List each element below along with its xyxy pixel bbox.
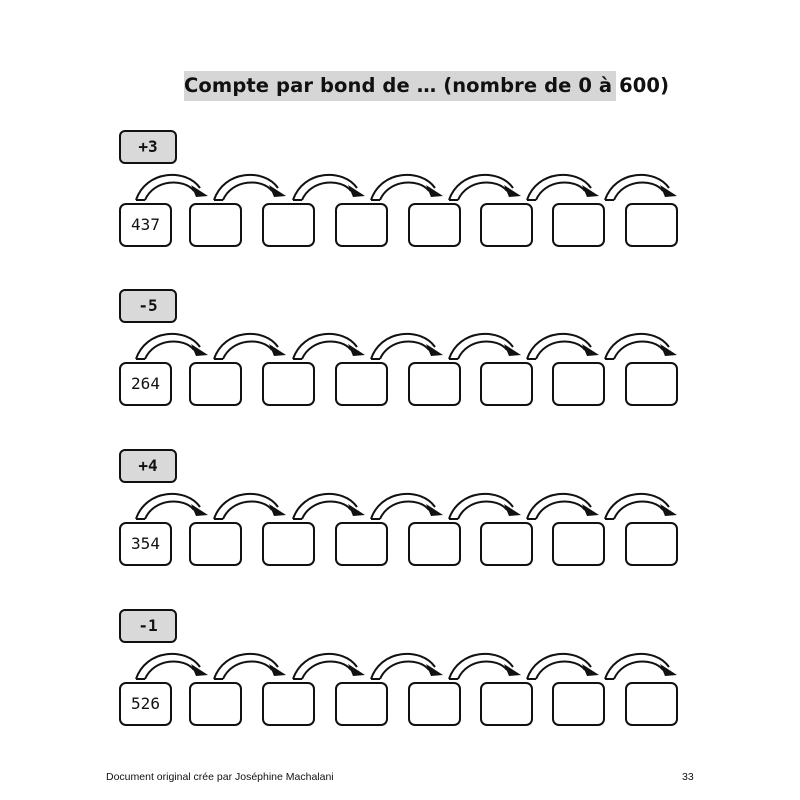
answer-box[interactable]: [408, 362, 461, 406]
curved-arrow-icon: [212, 489, 288, 520]
curved-arrow-icon: [447, 170, 523, 201]
answer-box[interactable]: [408, 682, 461, 726]
curved-arrow-icon: [369, 649, 445, 680]
answer-box[interactable]: [335, 203, 388, 247]
answer-box[interactable]: [625, 522, 678, 566]
step-label: -5: [119, 289, 177, 323]
curved-arrow-icon: [291, 329, 367, 360]
answer-box[interactable]: [262, 362, 315, 406]
page-number: 33: [682, 771, 694, 783]
answer-box[interactable]: [552, 362, 605, 406]
curved-arrow-icon: [603, 649, 679, 680]
step-label: +4: [119, 449, 177, 483]
answer-box[interactable]: [335, 522, 388, 566]
curved-arrow-icon: [369, 489, 445, 520]
answer-box[interactable]: [189, 682, 242, 726]
curved-arrow-icon: [447, 649, 523, 680]
curved-arrow-icon: [212, 329, 288, 360]
curved-arrow-icon: [603, 489, 679, 520]
curved-arrow-icon: [369, 170, 445, 201]
answer-box[interactable]: [480, 522, 533, 566]
curved-arrow-icon: [134, 649, 210, 680]
start-number-box: 264: [119, 362, 172, 406]
curved-arrow-icon: [525, 329, 601, 360]
answer-box[interactable]: [480, 362, 533, 406]
step-label: +3: [119, 130, 177, 164]
answer-box[interactable]: [480, 203, 533, 247]
answer-box[interactable]: [480, 682, 533, 726]
answer-box[interactable]: [552, 203, 605, 247]
start-number-box: 437: [119, 203, 172, 247]
answer-box[interactable]: [552, 522, 605, 566]
curved-arrow-icon: [212, 649, 288, 680]
answer-box[interactable]: [552, 682, 605, 726]
answer-box[interactable]: [625, 203, 678, 247]
curved-arrow-icon: [291, 649, 367, 680]
answer-box[interactable]: [625, 682, 678, 726]
exercise-row: [0, 609, 800, 734]
step-label: -1: [119, 609, 177, 643]
curved-arrow-icon: [369, 329, 445, 360]
curved-arrow-icon: [134, 329, 210, 360]
start-number-box: 526: [119, 682, 172, 726]
exercise-row: [0, 289, 800, 414]
start-number-box: 354: [119, 522, 172, 566]
exercise-row: [0, 449, 800, 574]
curved-arrow-icon: [525, 489, 601, 520]
curved-arrow-icon: [134, 170, 210, 201]
answer-box[interactable]: [335, 682, 388, 726]
answer-box[interactable]: [189, 522, 242, 566]
answer-box[interactable]: [262, 522, 315, 566]
curved-arrow-icon: [603, 329, 679, 360]
curved-arrow-icon: [291, 489, 367, 520]
footer-credit: Document original crée par Joséphine Machalani: [106, 771, 334, 783]
curved-arrow-icon: [291, 170, 367, 201]
curved-arrow-icon: [603, 170, 679, 201]
answer-box[interactable]: [189, 362, 242, 406]
curved-arrow-icon: [134, 489, 210, 520]
answer-box[interactable]: [625, 362, 678, 406]
answer-box[interactable]: [408, 203, 461, 247]
curved-arrow-icon: [525, 170, 601, 201]
answer-box[interactable]: [335, 362, 388, 406]
curved-arrow-icon: [212, 170, 288, 201]
answer-box[interactable]: [262, 682, 315, 726]
answer-box[interactable]: [189, 203, 242, 247]
page-title: Compte par bond de … (nombre de 0 à 600): [184, 71, 616, 101]
curved-arrow-icon: [447, 329, 523, 360]
exercise-row: [0, 130, 800, 255]
curved-arrow-icon: [447, 489, 523, 520]
answer-box[interactable]: [262, 203, 315, 247]
answer-box[interactable]: [408, 522, 461, 566]
curved-arrow-icon: [525, 649, 601, 680]
